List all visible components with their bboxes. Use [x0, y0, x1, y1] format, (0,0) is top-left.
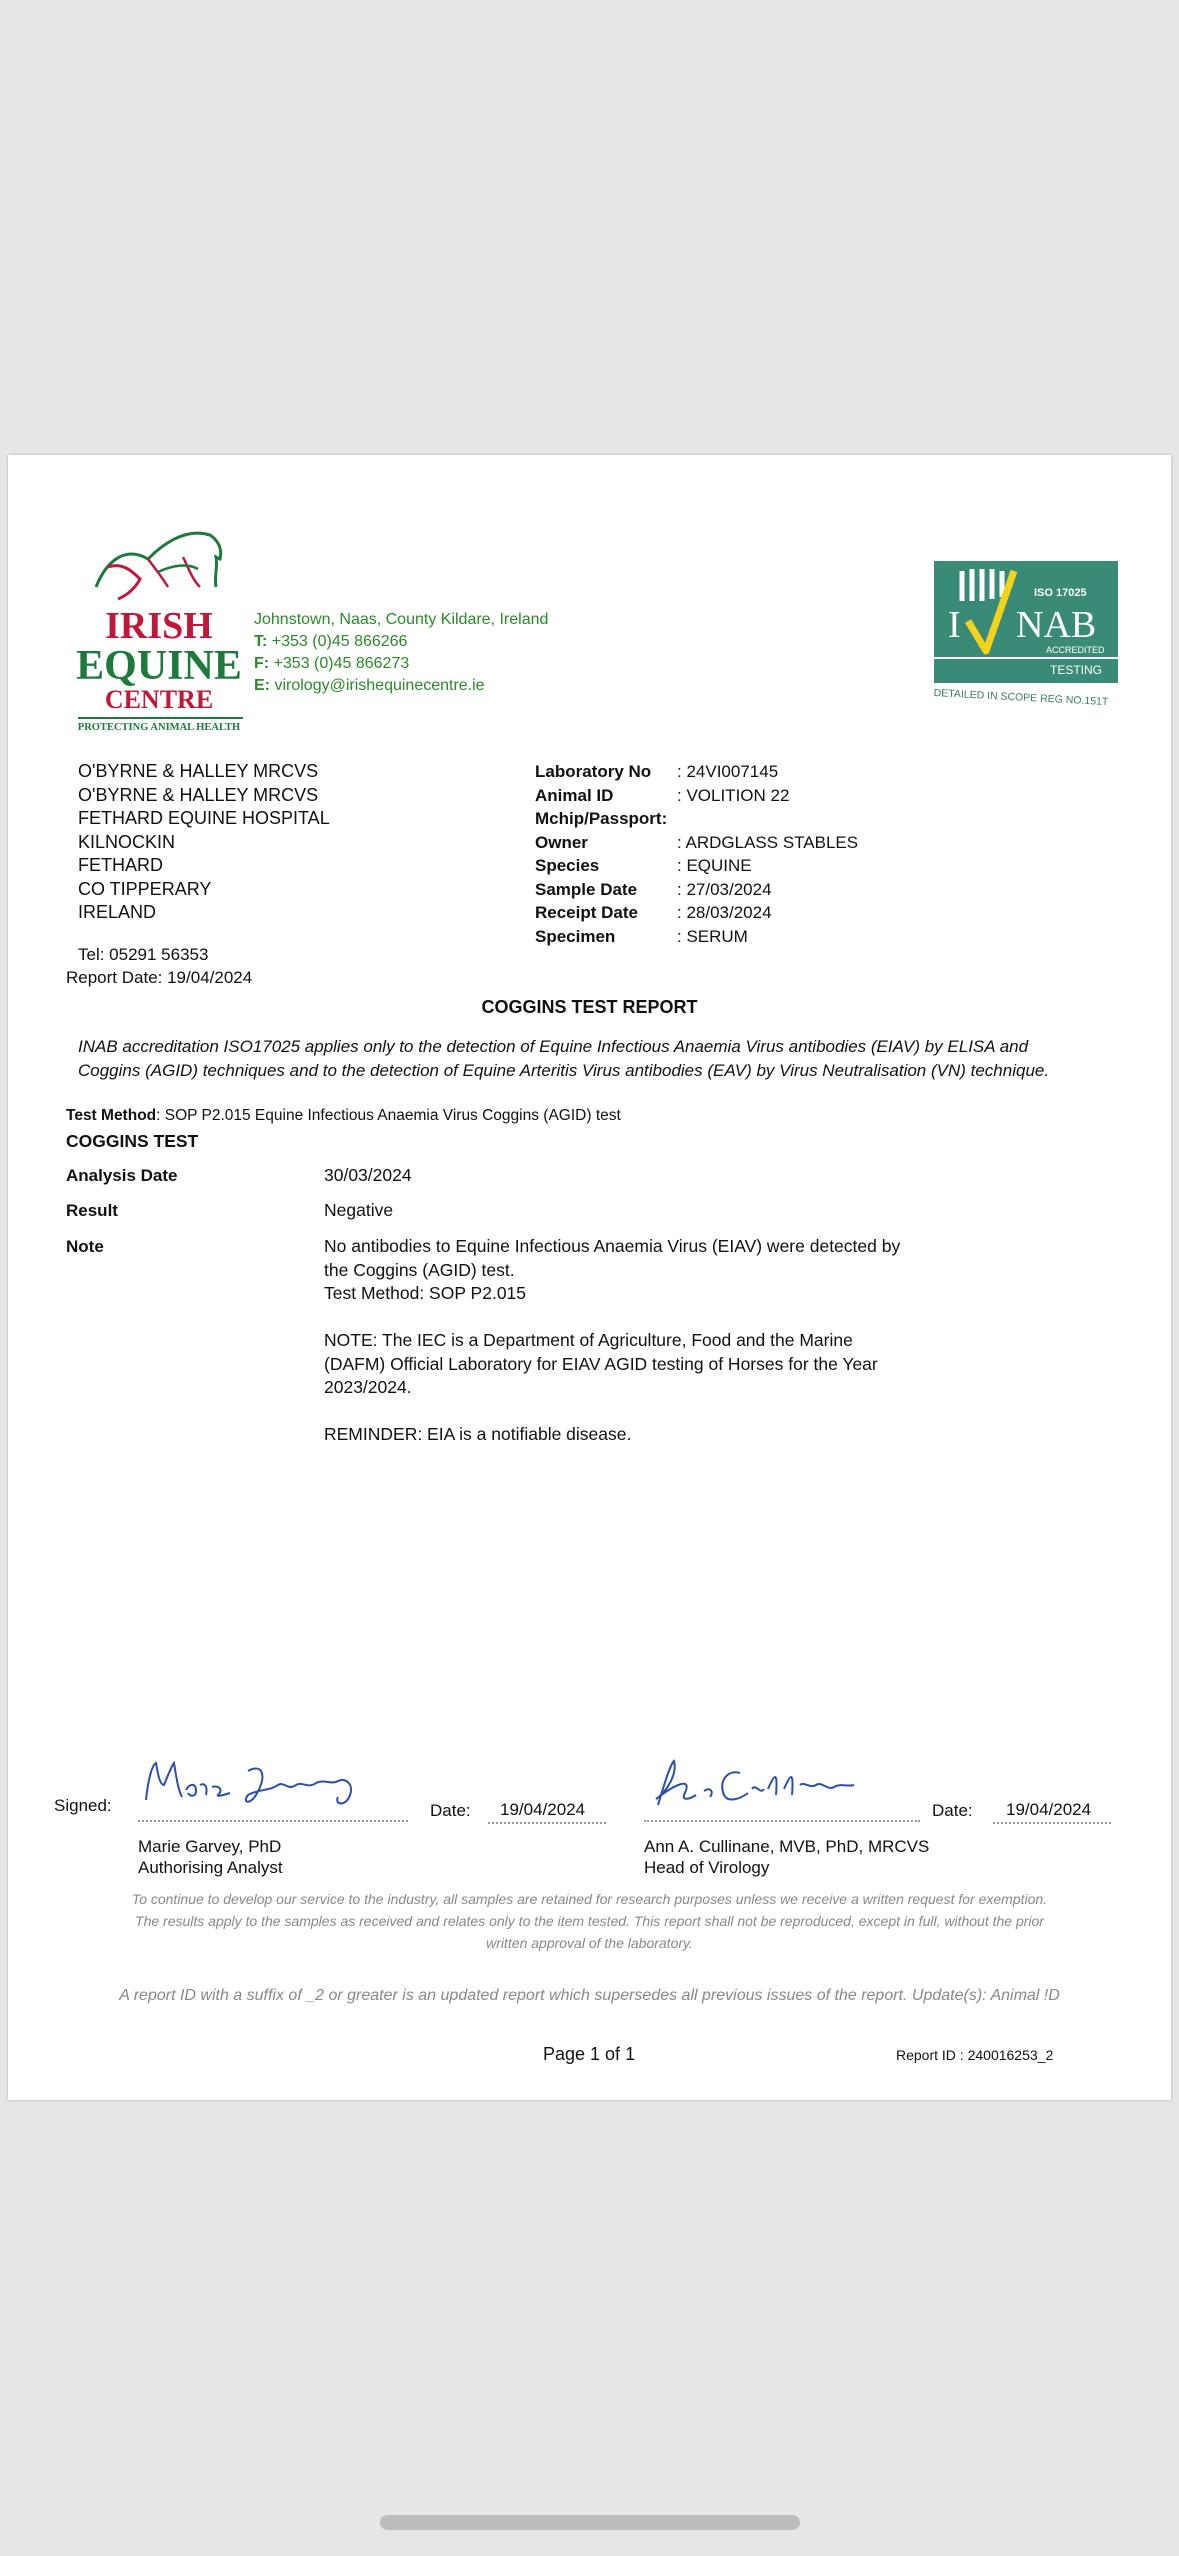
recipient-line: FETHARD: [78, 855, 163, 875]
contact-phone: T: +353 (0)45 866266: [254, 633, 408, 650]
signer2-title: Head of Virology: [644, 1858, 770, 1877]
signature-line-2: [644, 1820, 920, 1822]
note-spacer: [324, 1306, 924, 1330]
retention-notice: [88, 1888, 1091, 1954]
date-label-1: Date:: [430, 1801, 471, 1820]
note-line: REMINDER: EIA is a notifiable disease.: [324, 1424, 632, 1444]
home-indicator[interactable]: [380, 2515, 800, 2530]
signer1-title: Authorising Analyst: [138, 1858, 283, 1877]
note-text: [324, 1235, 924, 1447]
inab-accreditation-badge: [934, 561, 1118, 683]
signature-marie-garvey: [138, 1755, 378, 1811]
result-value: Negative: [324, 1200, 394, 1220]
accreditation-note: INAB accreditation ISO17025 applies only to the detection of Equine Infectious Anaemia Virus antibodies (EIAV) by ELISA and Coggins (AGID) techniques and to the detection of Equine Arteritis Virus antibodies (EAV) by Virus Neutralisation (VN) technique.: [78, 1037, 1050, 1080]
lab-row-sample-date: Sample Date : 27/03/2024: [535, 879, 772, 899]
logo-line-centre: CENTRE: [104, 685, 214, 714]
date-label-2: Date:: [932, 1801, 973, 1820]
note-line: the Coggins (AGID) test.: [324, 1259, 515, 1280]
signer1-name: Marie Garvey, PhD: [138, 1837, 282, 1856]
lab-row-mchip: Mchip/Passport:: [535, 809, 668, 828]
lab-row-animal-id: Animal ID : VOLITION 22: [535, 785, 790, 805]
test-method: Test Method: SOP P2.015 Equine Infectious Anaemia Virus Coggins (AGID) test: [66, 1107, 621, 1124]
lab-row-specimen: Specimen : SERUM: [535, 926, 748, 946]
contact-address: Johnstown, Naas, County Kildare, Ireland: [254, 611, 549, 628]
signer2-block: [644, 1836, 929, 1878]
lab-row-owner: Owner : ARDGLASS STABLES: [535, 832, 859, 852]
inab-letter-i: I: [948, 604, 961, 646]
note-line: 2023/2024.: [324, 1377, 412, 1397]
recipient-line: CO TIPPERARY: [78, 878, 212, 899]
report-title: COGGINS TEST REPORT: [481, 997, 698, 1017]
report-page: [8, 455, 1171, 2100]
recipient-line: O'BYRNE & HALLEY MRCVS: [78, 761, 319, 781]
signer2-date: 19/04/2024: [1006, 1800, 1092, 1819]
inab-divider: [934, 657, 1118, 659]
recipient-line: IRELAND: [78, 902, 157, 922]
inab-scope: DETAILED IN SCOPE REG NO.151T: [933, 687, 1109, 709]
recipient-address: [78, 760, 330, 925]
result-label: Result: [66, 1201, 118, 1220]
logo-line-irish: IRISH: [105, 605, 213, 647]
signature-line-1: [138, 1820, 408, 1822]
inab-name: NAB: [1016, 604, 1097, 646]
logo-line-equine: EQUINE: [76, 643, 242, 689]
lab-details: [535, 760, 858, 948]
note-line: Test Method: SOP P2.015: [324, 1283, 527, 1303]
lab-row-laboratory-no: Laboratory No : 24VI007145: [535, 762, 779, 781]
analysis-date-label: Analysis Date: [66, 1166, 178, 1185]
report-id: Report ID : 240016253_2: [896, 2047, 1054, 2063]
inab-testing: TESTING: [1050, 663, 1103, 677]
update-note: A report ID with a suffix of _2 or greater is an updated report which supersedes all previous issues of the report. Update(s): Animal !D: [119, 1987, 1060, 2004]
horse-logo-icon: [88, 517, 238, 609]
lab-row-species: Species : EQUINE: [535, 856, 752, 875]
date-line-1: [488, 1822, 606, 1824]
signer2-name: Ann A. Cullinane, MVB, PhD, MRCVS: [644, 1837, 930, 1856]
retention-line: To continue to develop our service to the industry, all samples are retained for research purposes unless we receive a written request for exemption.: [131, 1891, 1048, 1907]
contact-block: [254, 609, 548, 697]
signed-label: Signed:: [54, 1796, 112, 1815]
signer1-date: 19/04/2024: [500, 1800, 586, 1819]
recipient-line: O'BYRNE & HALLEY MRCVS: [78, 784, 319, 805]
date-line-2: [993, 1822, 1111, 1824]
note-line: No antibodies to Equine Infectious Anaemia Virus (EIAV) were detected by: [324, 1236, 901, 1256]
inab-iso: ISO 17025: [1034, 587, 1087, 599]
inab-accredited: ACCREDITED: [1046, 645, 1105, 655]
logo-divider: [78, 717, 243, 719]
logo-tagline: PROTECTING ANIMAL HEALTH: [77, 722, 241, 733]
contact-email: E: virology@irishequinecentre.ie: [254, 677, 485, 694]
signer1-block: [138, 1836, 283, 1878]
note-line: NOTE: The IEC is a Department of Agriculture, Food and the Marine: [324, 1330, 853, 1350]
recipient-line: FETHARD EQUINE HOSPITAL: [78, 808, 330, 828]
retention-line: The results apply to the samples as received and relates only to the item tested. This report shall not be reproduced, except in full, without the prior: [135, 1913, 1044, 1929]
recipient-tel: Tel: 05291 56353: [78, 945, 209, 964]
note-spacer: [324, 1400, 924, 1424]
report-date: Report Date: 19/04/2024: [66, 968, 253, 987]
retention-line: written approval of the laboratory.: [486, 1935, 693, 1951]
analysis-date-value: 30/03/2024: [324, 1165, 412, 1185]
note-line: (DAFM) Official Laboratory for EIAV AGID testing of Horses for the Year: [324, 1353, 878, 1374]
recipient-line: KILNOCKIN: [78, 831, 176, 852]
lab-row-receipt-date: Receipt Date : 28/03/2024: [535, 903, 772, 922]
page-number: Page 1 of 1: [543, 2044, 636, 2064]
contact-fax: F: +353 (0)45 866273: [254, 655, 410, 672]
section-title: COGGINS TEST: [66, 1131, 199, 1151]
signature-ann-cullinane: [644, 1755, 884, 1811]
note-label: Note: [66, 1237, 104, 1256]
